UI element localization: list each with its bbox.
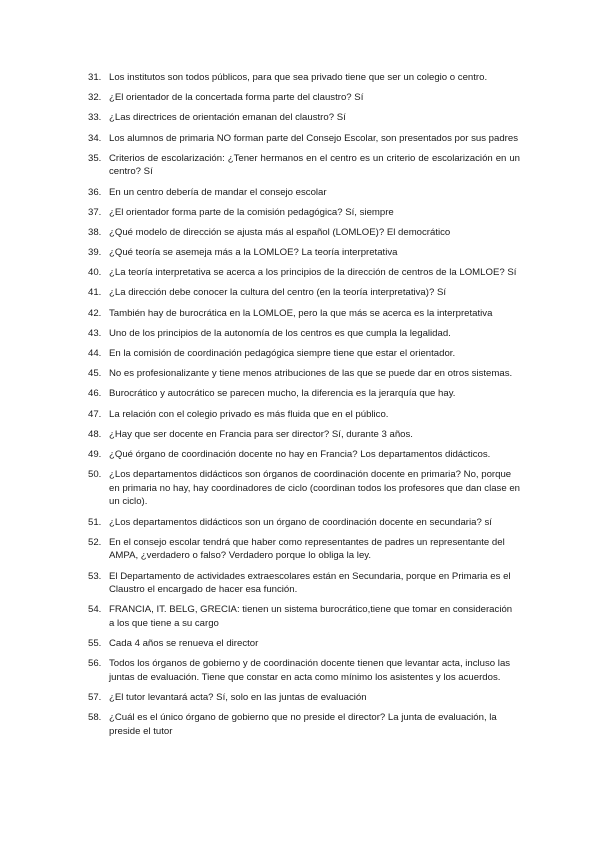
- item-text: Cada 4 años se renueva el director: [109, 638, 259, 650]
- item-text: Uno de los principios de la autonomía de los centros es que cumpla la legalidad.: [109, 327, 451, 339]
- item-text: ¿El orientador forma parte de la comisión pedagógica? Sí, siempre: [109, 206, 394, 218]
- item-number: 34.: [88, 132, 102, 144]
- item-text: ¿Qué órgano de coordinación docente no hay en Francia? Los departamentos didácticos.: [109, 448, 491, 460]
- item-number: 49.: [88, 448, 102, 460]
- item-text: Burocrático y autocrático se parecen mucho, la diferencia es la jerarquía que hay.: [109, 388, 456, 400]
- item-text: ¿La dirección debe conocer la cultura del centro (en la teoría interpretativa)? Sí: [109, 287, 447, 299]
- list-item: [88, 71, 520, 85]
- list-item: [88, 468, 520, 509]
- list-item: [88, 367, 520, 381]
- list-item: [88, 226, 520, 240]
- list-item: [88, 307, 520, 321]
- item-number: 48.: [88, 428, 102, 440]
- list-item: [88, 637, 520, 651]
- item-number: 58.: [88, 712, 102, 724]
- item-number: 54.: [88, 604, 102, 616]
- list-item: [88, 516, 520, 530]
- list-item: [88, 132, 520, 146]
- item-text: FRANCIA, IT. BELG, GRECIA: tienen un sistema burocrático,tiene que tomar en consideración a los que tiene a su cargo: [109, 604, 513, 629]
- item-number: 35.: [88, 152, 102, 164]
- item-number: 39.: [88, 247, 102, 259]
- item-number: 31.: [88, 72, 102, 83]
- item-number: 38.: [88, 226, 102, 238]
- list-item: [88, 186, 520, 200]
- list-item: [88, 111, 520, 125]
- item-number: 57.: [88, 692, 102, 704]
- item-number: 41.: [88, 287, 102, 299]
- item-text: No es profesionalizante y tiene menos atribuciones de las que se puede dar en otros sistemas.: [109, 368, 513, 380]
- item-number: 33.: [88, 112, 102, 124]
- item-text: ¿El tutor levantará acta? Sí, solo en las juntas de evaluación: [109, 692, 367, 704]
- item-text: También hay de burocrática en la LOMLOE, pero la que más se acerca es la interpretativa: [109, 307, 493, 319]
- item-number: 32.: [88, 92, 102, 104]
- item-text: ¿Los departamentos didácticos son un órgano de coordinación docente en secundaria? sí: [109, 516, 492, 528]
- item-number: 55.: [88, 638, 102, 650]
- item-number: 53.: [88, 570, 102, 582]
- item-text: ¿Las directrices de orientación emanan del claustro? Sí: [109, 112, 346, 124]
- list-item: [88, 711, 520, 738]
- item-text: En la comisión de coordinación pedagógica siempre tiene que estar el orientador.: [109, 348, 456, 360]
- list-item: [88, 657, 520, 684]
- item-number: 42.: [88, 307, 102, 319]
- item-number: 44.: [88, 348, 102, 360]
- list-item: [88, 206, 520, 220]
- item-number: 52.: [88, 536, 102, 548]
- item-text: ¿Qué modelo de dirección se ajusta más al español (LOMLOE)? El democrático: [109, 226, 451, 238]
- list-item: [88, 691, 520, 705]
- item-text: Los alumnos de primaria NO forman parte del Consejo Escolar, son presentados por sus padres: [109, 132, 519, 144]
- list-item: [88, 603, 520, 630]
- item-number: 40.: [88, 267, 102, 279]
- list-item: [88, 286, 520, 300]
- list-item: [88, 152, 520, 179]
- item-text: Criterios de escolarización: ¿Tener hermanos en el centro es un criterio de escolarización en un centro? Sí: [109, 152, 520, 178]
- item-number: 36.: [88, 186, 102, 198]
- item-number: 51.: [88, 516, 102, 528]
- item-text: Los institutos son todos públicos, para que sea privado tiene que ser un colegio o centro.: [109, 72, 488, 83]
- item-text: ¿Los departamentos didácticos son órganos de coordinación docente en primaria? No, porque en primaria no hay, hay coordinadores de ciclo (coordinan todos los profesores que dan clase en un ciclo).: [109, 469, 520, 508]
- list-item: [88, 536, 520, 563]
- list-item: [88, 448, 520, 462]
- list-item: [88, 347, 520, 361]
- item-number: 46.: [88, 388, 102, 400]
- item-number: 43.: [88, 327, 102, 339]
- list-item: [88, 327, 520, 341]
- item-number: 37.: [88, 206, 102, 218]
- item-text: El Departamento de actividades extraescolares están en Secundaria, porque en Primaria es el Claustro el encargado de hacer esa función.: [109, 570, 511, 596]
- list-item: [88, 570, 520, 597]
- list-item: [88, 91, 520, 105]
- numbered-list: [88, 71, 520, 745]
- item-number: 45.: [88, 368, 102, 380]
- list-item: [88, 246, 520, 260]
- list-item: [88, 387, 520, 401]
- item-text: En el consejo escolar tendrá que haber como representantes de padres un representante del AMPA, ¿verdadero o falso? Verdadero porque lo obliga la ley.: [109, 536, 505, 562]
- item-number: 56.: [88, 658, 102, 670]
- item-text: Todos los órganos de gobierno y de coordinación docente tienen que levantar acta, incluso las juntas de evaluación. Tiene que constar en acta como mínimo los asistentes y los acuerdos.: [109, 658, 511, 683]
- list-item: [88, 266, 520, 280]
- item-text: ¿La teoría interpretativa se acerca a los principios de la dirección de centros de la LOMLOE? Sí: [109, 267, 517, 279]
- item-text: ¿Qué teoría se asemeja más a la LOMLOE? La teoría interpretativa: [109, 247, 398, 259]
- item-text: La relación con el colegio privado es más fluida que en el público.: [109, 408, 389, 420]
- item-text: ¿Cuál es el único órgano de gobierno que no preside el director? La junta de evaluación, la preside el tutor: [109, 712, 497, 737]
- item-text: En un centro debería de mandar el consejo escolar: [109, 186, 327, 198]
- item-number: 50.: [88, 469, 102, 481]
- list-item: [88, 408, 520, 422]
- item-text: ¿El orientador de la concertada forma parte del claustro? Sí: [109, 92, 364, 104]
- item-text: ¿Hay que ser docente en Francia para ser director? Sí, durante 3 años.: [109, 428, 413, 440]
- list-item: [88, 428, 520, 442]
- item-number: 47.: [88, 408, 102, 420]
